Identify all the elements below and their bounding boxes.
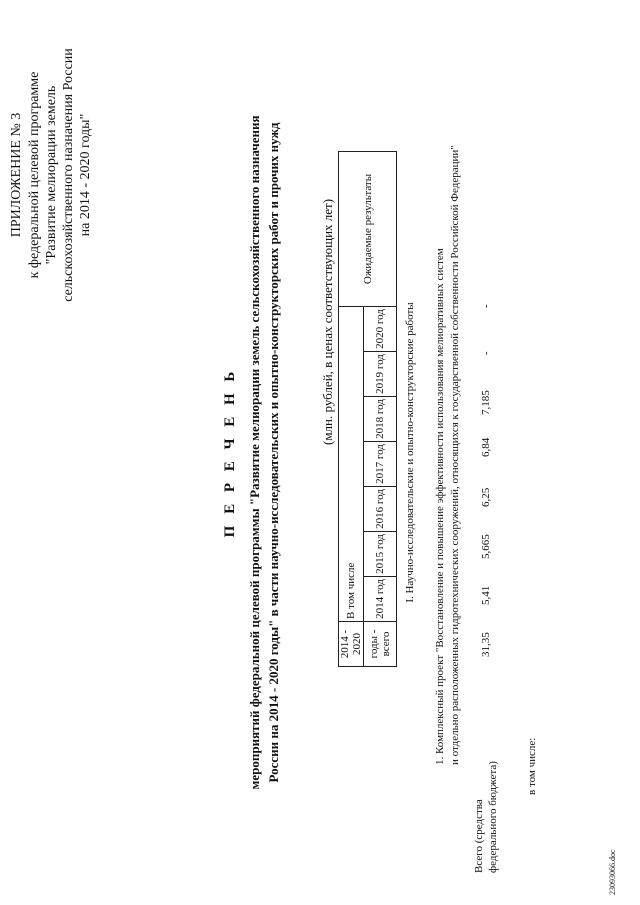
period-header: 2014 - 2020 — [339, 622, 364, 667]
appendix-title-1: "Развитие мелиорации земель — [44, 85, 59, 265]
year-2017-header: 2017 год — [364, 442, 397, 487]
row-label — [472, 761, 500, 873]
value-2014: 5,41 — [480, 585, 492, 605]
in-number-label: в том числе: — [526, 737, 538, 795]
footer-filename: 23093066.doc — [608, 849, 617, 895]
in-number-header: В том числе — [339, 307, 364, 622]
total-header — [364, 622, 397, 667]
appendix-program: к федеральной целевой программе — [27, 71, 42, 279]
value-total: 31,35 — [480, 632, 492, 657]
appendix-number: ПРИЛОЖЕНИЕ № 3 — [9, 112, 24, 238]
row-label-line1: Всего (средства — [473, 799, 485, 873]
value-2016: 6,25 — [480, 487, 492, 507]
appendix-title-2: сельскохозяйственного назначения России — [61, 48, 76, 302]
header-table — [338, 151, 397, 667]
project-title-2: и отдельно расположенных гидротехнических сооружений, относящихся к государственной собственности Российской Федерации" — [449, 145, 461, 765]
document-title: П Е Р Е Ч Е Н Ь — [222, 367, 238, 538]
year-2015-header: 2015 год — [364, 532, 397, 577]
year-2014-header: 2014 год — [364, 577, 397, 622]
year-2019-header: 2019 год — [364, 352, 397, 397]
value-2020: - — [480, 304, 492, 308]
year-2018-header: 2018 год — [364, 397, 397, 442]
project-title-1: 1. Комплексный проект "Восстановление и повышение эффективности использования мелиоративных систем — [434, 248, 446, 765]
document-subtitle-1: мероприятий федеральной целевой программы "Развитие мелиорации земель сельскохозяйственного назначения — [247, 115, 262, 790]
results-header: Ожидаемые результаты — [339, 152, 397, 307]
total-header-line2: всего — [380, 631, 392, 657]
value-2015: 5,665 — [480, 534, 492, 559]
units-note: (млн. рублей, в ценах соответствующих лет) — [320, 198, 335, 445]
section-heading: I. Научно-исследовательские и опытно-конструкторские работы — [404, 302, 416, 603]
value-2017: 6,84 — [480, 437, 492, 457]
document-subtitle-2: России на 2014 - 2020 годы" в части научно-исследовательских и опытно-конструкторских работ и прочих нужд — [266, 122, 281, 783]
appendix-title-3: на 2014 - 2020 годы" — [78, 113, 93, 237]
year-2020-header: 2020 год — [364, 307, 397, 352]
total-header-line1: годы - — [368, 629, 380, 659]
value-2018: 7,185 — [480, 390, 492, 415]
value-2019: - — [480, 351, 492, 355]
year-2016-header: 2016 год — [364, 487, 397, 532]
row-label-line2: федерального бюджета) — [487, 761, 499, 873]
